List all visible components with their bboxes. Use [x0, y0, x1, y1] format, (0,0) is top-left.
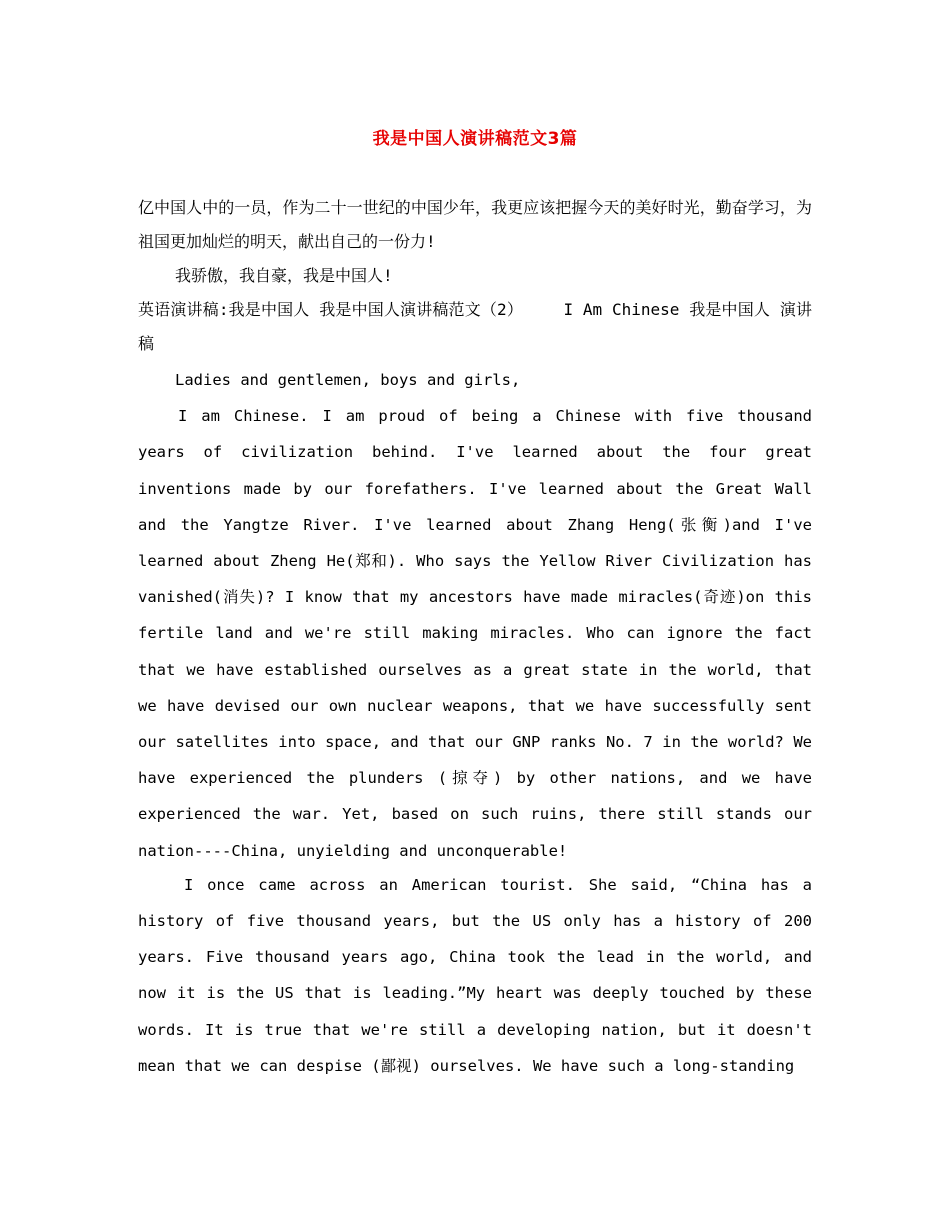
english-text-block [138, 362, 812, 1084]
paragraph-4: Ladies and gentlemen, boys and girls, [175, 371, 521, 389]
paragraph-6: I once came across an American tourist. She said, “China has a history of five thousand years, but the US only has a history of 200 years. Five thousand years ago, China took the lead in the world, and now it is the US that is leading.”My heart was deeply touched by these words. It is true that we're still a developing nation, but it doesn't mean that we can despise (鄙视) ourselves. We have such a long-standing [138, 875, 812, 1075]
paragraph-3: 英语演讲稿:我是中国人 我是中国人演讲稿范文（2） I Am Chinese 我是中国人 演讲稿 [138, 300, 812, 353]
chinese-text-block [138, 191, 812, 361]
paragraph-2: 我骄傲，我自豪，我是中国人! [175, 266, 393, 285]
paragraph-5: I am Chinese. I am proud of being a Chinese with five thousand years of civilization behind. I've learned about the four great inventions made by our forefathers. I've learned about the Great Wall and the Yangtze River. I've learned about Zhang Heng(张衡)and I've learned about Zheng He(郑和). Who says the Yellow River Civilization has vanished(消失)? I know that my ancestors have made miracles(奇迹)on this fertile land and we're still making miracles. Who can ignore the fact that we have established ourselves as a great state in the world, that we have devised our own nuclear weapons, that we have successfully sent our satellites into space, and that our GNP ranks No. 7 in the world? We have experienced the plunders (掠夺) by other nations, and we have experienced the war. Yet, based on such ruins, there still stands our nation----China, unyielding and unconquerable! [138, 407, 812, 860]
page-title: 我是中国人演讲稿范文3篇 [372, 129, 578, 149]
paragraph-1: 亿中国人中的一员，作为二十一世纪的中国少年，我更应该把握今天的美好时光，勤奋学习，为祖国更加灿烂的明天，献出自己的一份力! [138, 198, 812, 251]
